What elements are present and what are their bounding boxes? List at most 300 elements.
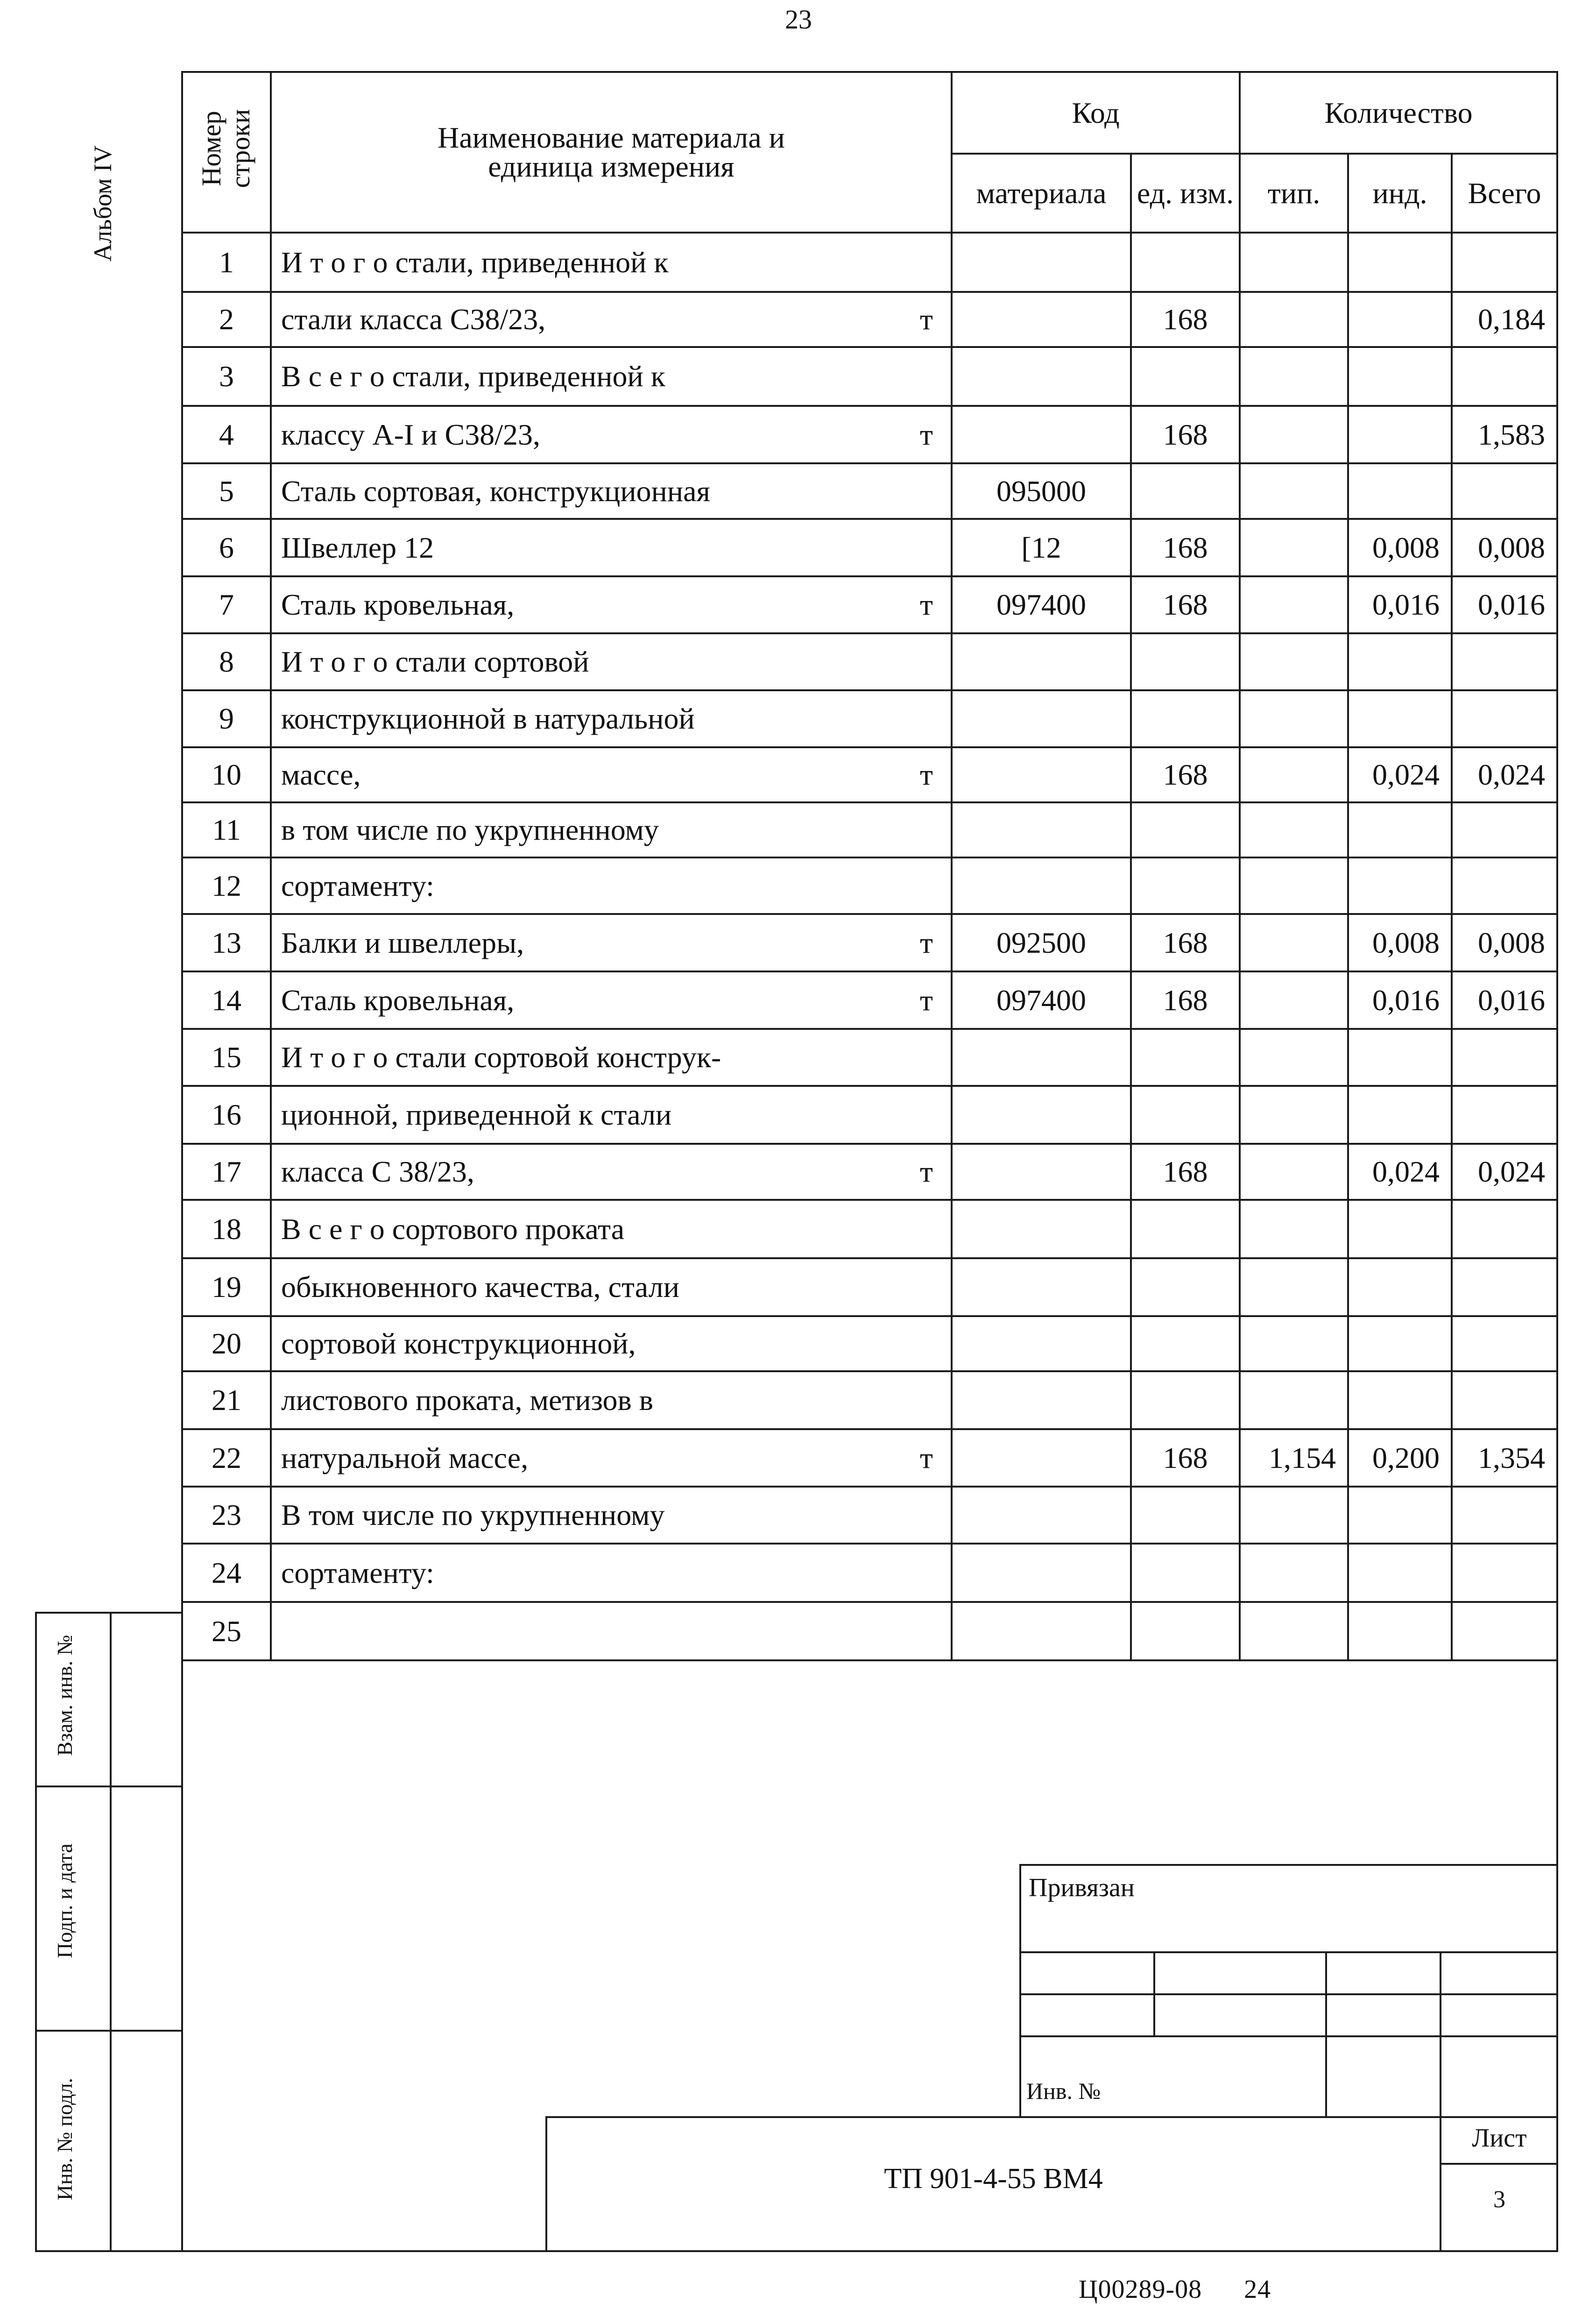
material-name-cell [271,406,952,463]
material-name-cell [271,633,952,690]
qty-ind-cell [1348,1316,1452,1371]
unit-code-cell-text: 168 [1163,531,1208,564]
qty-ind-cell [1348,1029,1452,1086]
row-number-cell-text: 21 [212,1383,241,1417]
qty-total-cell-text: 0,008 [1478,531,1545,564]
qty-total-cell-text: 0,024 [1478,1155,1545,1188]
header-code: Код [952,72,1240,154]
qty-total-cell [1452,519,1557,576]
row-number-cell [182,463,271,519]
table-row [182,1487,1557,1544]
qty-type-cell [1240,463,1348,519]
unit-code-cell [1131,233,1240,292]
material-name-cell-text: стали класса С38/23, [281,303,546,336]
qty-type-cell [1240,406,1348,463]
qty-type-cell [1240,1258,1348,1316]
table-row [182,406,1557,463]
material-code-cell [952,519,1131,576]
material-name-cell [271,347,952,406]
qty-total-cell [1452,1487,1557,1544]
row-number-cell-text: 13 [212,926,241,959]
side-stamp-divider-1 [35,1786,182,1787]
row-number-cell-text: 18 [212,1212,241,1246]
row-number-cell [182,971,271,1029]
row-number-cell [182,1086,271,1144]
material-name-cell [271,1371,952,1429]
row-number-cell [182,519,271,576]
material-code-cell [952,1544,1131,1602]
material-name-cell-text: класса С 38/23, [281,1155,474,1188]
header-qty-ind: инд. [1348,154,1452,233]
qty-ind-cell-text: 0,016 [1372,983,1440,1017]
header-qty-total: Всего [1452,154,1557,233]
qty-total-cell [1452,1371,1557,1429]
qty-total-cell [1452,1029,1557,1086]
footer-archive-code: Ц00289-08 [1079,2275,1202,2304]
unit-symbol: т [920,983,933,1017]
table-row [182,576,1557,633]
row-number-cell-text: 24 [212,1556,241,1589]
material-code-cell [952,1316,1131,1371]
unit-code-cell [1131,1429,1240,1487]
material-name-cell-text: конструкционной в натуральной [281,702,695,735]
table-row [182,519,1557,576]
material-name-cell-text: И т о г о стали сортовой конструк- [281,1041,721,1074]
qty-type-cell [1240,1144,1348,1200]
material-name-cell-text: массе, [281,758,361,791]
title-col-line-1 [1153,1951,1155,2037]
unit-code-cell-text: 168 [1163,758,1208,791]
qty-total-cell [1452,747,1557,802]
side-label-inv-original: Инв. № подл. [53,2077,77,2201]
row-number-cell [182,292,271,347]
material-name-cell [271,747,952,802]
material-code-cell [952,1602,1131,1660]
material-name-cell [271,463,952,519]
qty-total-cell [1452,406,1557,463]
qty-type-cell [1240,519,1348,576]
header-qty-type: тип. [1240,154,1348,233]
table-row [182,233,1557,292]
material-code-cell [952,406,1131,463]
table-row [182,1316,1557,1371]
qty-ind-cell [1348,519,1452,576]
row-number-cell-text: 8 [219,645,234,678]
material-name-cell [271,1086,952,1144]
page-number: 23 [785,4,812,35]
row-number-cell [182,1371,271,1429]
material-name-cell-text: И т о г о стали сортовой [281,645,589,678]
qty-total-cell-text: 0,008 [1478,926,1545,959]
qty-total-cell [1452,633,1557,690]
qty-type-cell [1240,914,1348,971]
unit-code-cell [1131,1258,1240,1316]
material-code-cell [952,1144,1131,1200]
side-label-sign-date: Подп. и дата [53,1843,77,1958]
qty-type-cell-text: 1,154 [1269,1441,1336,1474]
material-code-cell-text: 095000 [996,474,1086,508]
qty-ind-cell [1348,292,1452,347]
row-number-cell [182,747,271,802]
qty-type-cell [1240,747,1348,802]
qty-ind-cell [1348,1258,1452,1316]
material-code-cell [952,292,1131,347]
unit-code-cell [1131,1487,1240,1544]
row-number-cell [182,1602,271,1660]
row-number-cell [182,857,271,914]
unit-code-cell-text: 168 [1163,1155,1208,1188]
table-row [182,1429,1557,1487]
qty-type-cell [1240,1602,1348,1660]
qty-ind-cell [1348,1371,1452,1429]
table-row [182,802,1557,857]
unit-code-cell-text: 168 [1163,1441,1208,1474]
unit-code-cell [1131,292,1240,347]
row-number-cell-text: 23 [212,1498,241,1531]
material-name-cell-text: И т о г о стали, приведенной к [281,245,669,279]
qty-ind-cell-text: 0,016 [1372,588,1440,621]
title-row-line-4 [545,2116,1557,2118]
material-code-cell [952,1429,1131,1487]
qty-total-cell [1452,463,1557,519]
qty-type-cell [1240,233,1348,292]
row-number-cell-text: 10 [212,758,241,791]
unit-code-cell [1131,1086,1240,1144]
material-code-cell [952,857,1131,914]
unit-code-cell-text: 168 [1163,926,1208,959]
material-name-cell [271,1029,952,1086]
qty-total-cell [1452,1602,1557,1660]
qty-total-cell-text: 0,184 [1478,303,1545,336]
table-row [182,971,1557,1029]
unit-code-cell [1131,576,1240,633]
material-name-cell [271,1144,952,1200]
material-name-cell-text: сортаменту: [281,869,434,902]
qty-type-cell [1240,971,1348,1029]
qty-type-cell [1240,1200,1348,1258]
material-code-cell-text: [12 [1021,531,1061,564]
material-name-cell [271,519,952,576]
sheet-label: Лист [1472,2124,1527,2153]
footer-code [1079,2274,1271,2304]
qty-ind-cell [1348,857,1452,914]
table-row [182,1258,1557,1316]
material-code-cell [952,1029,1131,1086]
table-row [182,857,1557,914]
row-number-cell [182,633,271,690]
material-code-cell [952,1258,1131,1316]
qty-total-cell [1452,971,1557,1029]
qty-total-cell [1452,1258,1557,1316]
qty-total-cell [1452,1086,1557,1144]
qty-total-cell-text: 0,016 [1478,983,1545,1017]
header-material-name [271,72,952,233]
row-number-cell-text: 2 [219,303,234,336]
material-name-cell-text: листового проката, метизов в [281,1383,653,1417]
row-number-cell-text: 1 [219,245,234,279]
title-block-left-line [1019,1864,1021,2116]
unit-code-cell [1131,914,1240,971]
material-name-cell-text: ционной, приведенной к стали [281,1098,672,1131]
qty-ind-cell [1348,633,1452,690]
side-label-interchange-inv: Взам. инв. № [53,1635,77,1756]
unit-code-cell [1131,971,1240,1029]
header-material-name-text: Наименование материала и единица измерения [438,121,785,183]
material-code-cell [952,971,1131,1029]
row-number-cell-text: 9 [219,702,234,735]
qty-type-cell [1240,1487,1348,1544]
unit-code-cell [1131,857,1240,914]
qty-total-cell [1452,690,1557,747]
material-name-cell-text: В том числе по укрупненному [281,1498,665,1531]
unit-code-cell [1131,1371,1240,1429]
material-name-cell-text: Сталь кровельная, [281,983,515,1017]
material-code-cell [952,1371,1131,1429]
title-col-line-2 [1325,1951,1327,2117]
row-number-cell [182,347,271,406]
row-number-cell [182,233,271,292]
material-name-cell [271,1544,952,1602]
row-number-cell-text: 12 [212,869,241,902]
unit-code-cell [1131,1144,1240,1200]
sheet-box-mid-line [1440,2163,1557,2165]
qty-ind-cell [1348,747,1452,802]
unit-symbol: т [920,418,933,451]
table-row [182,292,1557,347]
material-name-cell-text: сортаменту: [281,1556,434,1589]
material-code-cell [952,747,1131,802]
qty-total-cell-text: 0,024 [1478,758,1545,791]
material-name-cell-text: В с е г о сортового проката [281,1212,625,1246]
material-name-cell [271,1602,952,1660]
qty-ind-cell [1348,971,1452,1029]
material-name-cell [271,857,952,914]
side-stamp-outer-line [35,1612,37,2252]
row-number-cell-text: 15 [212,1041,241,1074]
unit-code-cell [1131,347,1240,406]
row-number-cell [182,802,271,857]
row-number-cell-text: 6 [219,531,234,564]
material-code-cell [952,1487,1131,1544]
table-row [182,1371,1557,1429]
row-number-cell-text: 7 [219,588,234,621]
material-name-cell-text: Швеллер 12 [281,531,434,564]
qty-type-cell [1240,690,1348,747]
row-number-cell [182,1200,271,1258]
qty-type-cell [1240,1371,1348,1429]
row-number-cell-text: 5 [219,474,234,508]
unit-code-cell [1131,690,1240,747]
row-number-cell-text: 4 [219,418,234,451]
row-number-cell [182,690,271,747]
unit-symbol: т [920,926,933,959]
material-code-cell-text: 097400 [996,983,1086,1017]
table-row [182,747,1557,802]
unit-code-cell [1131,519,1240,576]
linked-label: Привязан [1029,1873,1135,1902]
unit-code-cell-text: 168 [1163,588,1208,621]
table-row [182,1029,1557,1086]
qty-ind-cell [1348,406,1452,463]
header-code-material: материала [952,154,1131,233]
unit-symbol: т [920,303,933,336]
material-name-cell [271,576,952,633]
material-name-cell [271,914,952,971]
row-number-cell-text: 11 [212,813,241,846]
qty-total-cell [1452,292,1557,347]
material-name-cell [271,1487,952,1544]
unit-code-cell [1131,633,1240,690]
qty-total-cell [1452,1544,1557,1602]
qty-type-cell [1240,1429,1348,1487]
unit-symbol: т [920,1155,933,1188]
qty-ind-cell [1348,1544,1452,1602]
qty-total-cell [1452,1200,1557,1258]
material-name-cell [271,1200,952,1258]
qty-total-cell-text: 1,354 [1478,1441,1545,1474]
qty-total-cell [1452,914,1557,971]
row-number-cell-text: 3 [219,360,234,393]
sheet-number: 3 [1493,2186,1505,2213]
qty-ind-cell-text: 0,008 [1372,531,1440,564]
material-code-cell-text: 092500 [996,926,1086,959]
qty-ind-cell [1348,914,1452,971]
qty-ind-cell [1348,1144,1452,1200]
qty-total-cell [1452,233,1557,292]
material-code-cell [952,914,1131,971]
qty-total-cell [1452,857,1557,914]
header-row-number-text: Номер строки [196,109,255,188]
qty-total-cell-text: 0,016 [1478,588,1545,621]
unit-code-cell [1131,1200,1240,1258]
material-code-cell [952,1086,1131,1144]
table-row [182,1602,1557,1660]
qty-ind-cell [1348,1602,1452,1660]
qty-total-cell [1452,1144,1557,1200]
qty-total-cell [1452,802,1557,857]
material-name-cell-text: Сталь кровельная, [281,588,515,621]
unit-code-cell [1131,747,1240,802]
unit-code-cell-text: 168 [1163,418,1208,451]
material-name-cell-text: обыкновенного качества, стали [281,1270,679,1304]
side-stamp-top-line [35,1612,182,1614]
table-row [182,1544,1557,1602]
table-row [182,1144,1557,1200]
qty-type-cell [1240,802,1348,857]
material-name-cell-text: Сталь сортовая, конструкционная [281,474,710,508]
header-quantity: Количество [1240,72,1557,154]
unit-symbol: т [920,588,933,621]
title-row-line-2 [1019,1993,1557,1995]
qty-type-cell [1240,1316,1348,1371]
inv-no-label: Инв. № [1026,2078,1101,2104]
header-row-number [182,72,271,233]
unit-code-cell [1131,1544,1240,1602]
frame-left-line [181,1661,183,2252]
row-number-cell [182,1144,271,1200]
qty-ind-cell [1348,1200,1452,1258]
unit-code-cell [1131,802,1240,857]
title-row-line-1 [1019,1951,1557,1953]
table-row [182,347,1557,406]
material-name-cell [271,802,952,857]
document-code: ТП 901-4-55 ВМ4 [884,2163,1103,2195]
qty-type-cell [1240,576,1348,633]
row-number-cell [182,1316,271,1371]
table-row [182,1200,1557,1258]
qty-ind-cell [1348,690,1452,747]
qty-total-cell-text: 1,583 [1478,418,1545,451]
material-name-cell [271,971,952,1029]
unit-code-cell [1131,1602,1240,1660]
qty-total-cell [1452,347,1557,406]
row-number-cell-text: 17 [212,1155,241,1188]
row-number-cell-text: 19 [212,1270,241,1304]
qty-total-cell [1452,1429,1557,1487]
qty-ind-cell [1348,1086,1452,1144]
unit-code-cell [1131,1316,1240,1371]
qty-type-cell [1240,347,1348,406]
qty-total-cell [1452,1316,1557,1371]
unit-symbol: т [920,758,933,791]
row-number-cell [182,1029,271,1086]
material-code-cell-text: 097400 [996,588,1086,621]
header-code-unit: ед. изм. [1131,154,1240,233]
material-name-cell [271,690,952,747]
qty-total-cell [1452,576,1557,633]
qty-ind-cell-text: 0,024 [1372,758,1440,791]
table-row [182,1086,1557,1144]
qty-type-cell [1240,1086,1348,1144]
album-label: Альбом IV [89,145,117,262]
material-code-cell [952,633,1131,690]
unit-code-cell [1131,463,1240,519]
material-code-cell [952,576,1131,633]
table-row [182,463,1557,519]
side-stamp-mid-line [110,1612,112,2252]
material-code-cell [952,347,1131,406]
side-stamp-divider-2 [35,2030,182,2032]
row-number-cell [182,576,271,633]
qty-ind-cell [1348,233,1452,292]
unit-symbol: т [920,1441,933,1474]
material-code-cell [952,690,1131,747]
title-col-line-3 [1440,1951,1441,2117]
title-row-line-3 [1019,2035,1557,2037]
material-name-cell-text: натуральной массе, [281,1441,529,1474]
qty-ind-cell [1348,463,1452,519]
material-name-cell-text: В с е г о стали, приведенной к [281,360,665,393]
frame-bottom-line [35,2250,1558,2252]
material-code-cell [952,233,1131,292]
qty-type-cell [1240,292,1348,347]
material-name-cell [271,292,952,347]
material-name-cell [271,1316,952,1371]
material-code-cell [952,1200,1131,1258]
qty-ind-cell-text: 0,008 [1372,926,1440,959]
row-number-cell [182,1258,271,1316]
material-name-cell [271,233,952,292]
qty-ind-cell [1348,347,1452,406]
qty-ind-cell-text: 0,024 [1372,1155,1440,1188]
title-block-top-line [1019,1864,1557,1866]
qty-ind-cell [1348,1429,1452,1487]
qty-type-cell [1240,1544,1348,1602]
row-number-cell-text: 14 [212,983,241,1017]
row-number-cell-text: 22 [212,1441,241,1474]
material-code-cell [952,802,1131,857]
row-number-cell [182,914,271,971]
